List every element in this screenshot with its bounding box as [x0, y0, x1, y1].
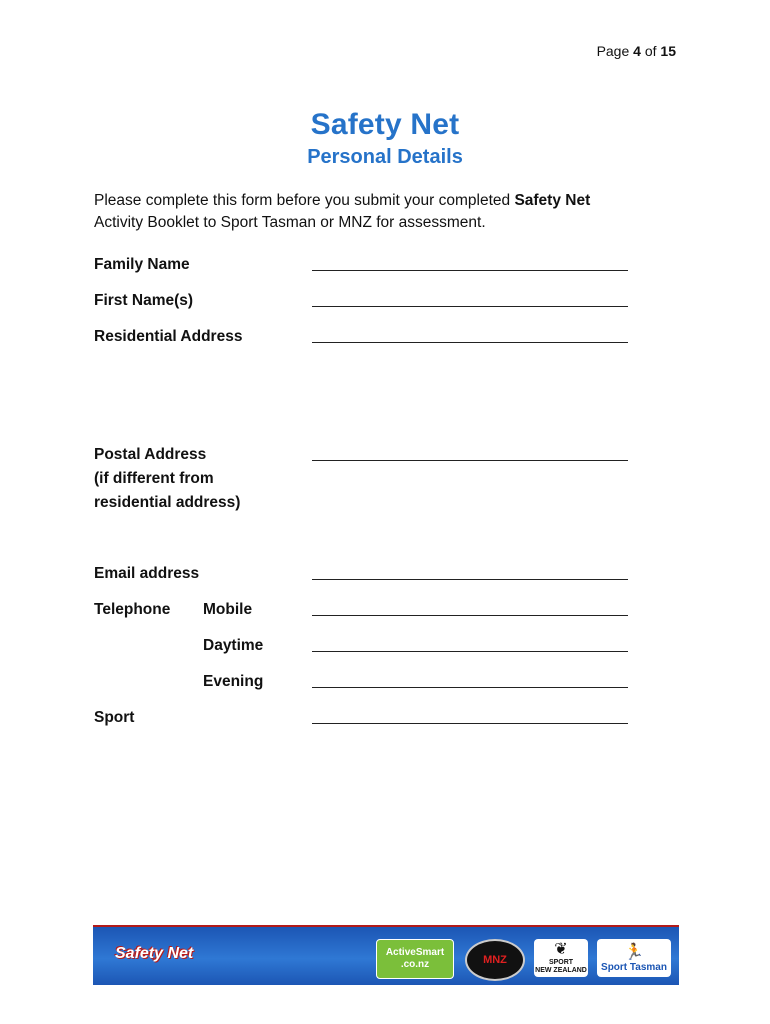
footer-banner — [93, 925, 679, 985]
sport-field[interactable] — [312, 723, 628, 724]
first-names-label: First Name(s) — [94, 292, 194, 309]
activesmart-logo: ActiveSmart .co.nz — [376, 939, 454, 979]
evening-field[interactable] — [312, 687, 628, 688]
mnz-logo: MNZ — [465, 939, 525, 981]
family-name-field[interactable] — [312, 270, 628, 271]
email-row — [94, 562, 634, 586]
intro-paragraph: Please complete this form before you submit your completed Safety Net Activity Booklet to Sport Tasman or MNZ for assessment. — [94, 192, 591, 231]
document-title: Safety Net — [310, 108, 460, 141]
first-names-row — [94, 289, 634, 313]
runner-icon: 🏃 — [624, 943, 644, 961]
fern-icon: ❦ — [554, 941, 568, 958]
daytime-label: Daytime — [203, 637, 264, 654]
email-label: Email address — [94, 565, 200, 582]
document-subtitle: Personal Details — [307, 146, 463, 168]
page-number: Page 4 of 15 — [596, 43, 676, 59]
residential-address-field[interactable] — [312, 342, 628, 343]
family-name-label: Family Name — [94, 256, 190, 273]
postal-address-label: Postal Address (if different from residential address) — [94, 446, 241, 511]
residential-address-row — [94, 325, 634, 349]
sport-label: Sport — [94, 709, 135, 726]
mobile-label: Mobile — [203, 601, 253, 618]
sport-row — [94, 706, 634, 730]
daytime-row — [94, 634, 634, 658]
evening-label: Evening — [203, 673, 264, 690]
email-field[interactable] — [312, 579, 628, 580]
family-name-row — [94, 253, 634, 277]
daytime-field[interactable] — [312, 651, 628, 652]
mobile-field[interactable] — [312, 615, 628, 616]
safety-net-logo: Safety Net — [115, 945, 194, 962]
sport-nz-logo: ❦ SPORT NEW ZEALAND — [534, 939, 588, 977]
telephone-mobile-row — [94, 598, 634, 622]
sport-tasman-logo: 🏃 Sport Tasman — [597, 939, 671, 977]
postal-address-row — [94, 443, 634, 515]
telephone-label: Telephone — [94, 601, 171, 618]
first-names-field[interactable] — [312, 306, 628, 307]
residential-address-label: Residential Address — [94, 328, 243, 345]
postal-address-field[interactable] — [312, 460, 628, 461]
evening-row — [94, 670, 634, 694]
